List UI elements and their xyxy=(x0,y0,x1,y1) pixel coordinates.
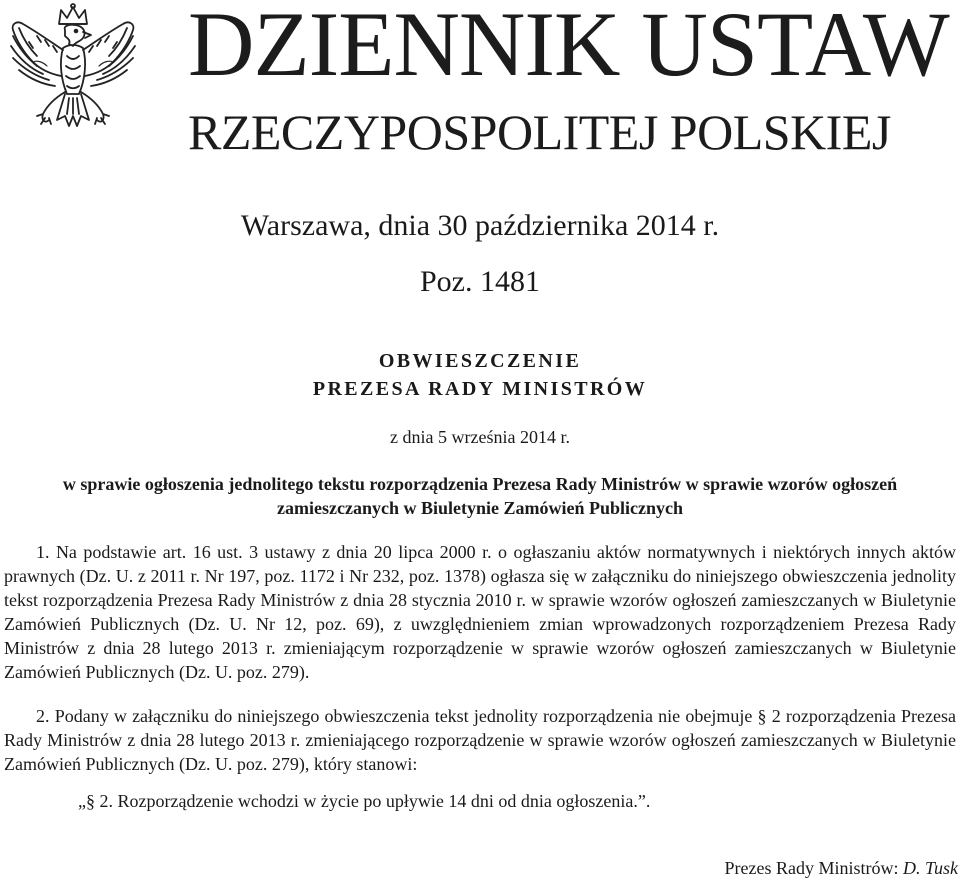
position-number: Poz. 1481 xyxy=(420,265,540,298)
act-issuer-heading: PREZESA RADY MINISTRÓW xyxy=(312,378,648,400)
act-subject: w sprawie ogłoszenia jednolitego tekstu rozporządzenia Prezesa Rady Ministrów w sprawie wzorów ogłoszeń zamieszczanych w Biuletynie Zamówień Publicznych xyxy=(62,474,898,518)
act-type-heading: OBWIESZCZENIE xyxy=(378,350,582,372)
signatory-title: Prezes Rady Ministrów: xyxy=(724,858,903,878)
act-date: z dnia 5 września 2014 r. xyxy=(390,427,570,447)
signature-block xyxy=(725,856,959,880)
polish-eagle-emblem xyxy=(2,2,144,162)
body-paragraph-1: 1. Na podstawie art. 16 ust. 3 ustawy z dnia 20 lipca 2000 r. o ogłaszaniu aktów normatywnych i niektórych innych aktów prawnych (Dz. U. z 2011 r. Nr 197, poz. 1172 i Nr 232, poz. 1378) ogłasza się w załączniku do niniejszego obwieszczenia jednolity tekst rozporządzenia Prezesa Rady Ministrów z dnia 28 stycznia 2010 r. w sprawie wzorów ogłoszeń zamieszczanych w Biuletynie Zamówień Publicznych (Dz. U. Nr 12, poz. 69), z uwzględnieniem zmian wprowadzonych rozporządzeniem Prezesa Rady Ministrów z dnia 28 lutego 2013 r. zmieniającym rozporządzenie w sprawie wzorów ogłoszeń zamieszczanych w Biuletynie Zamówień Publicznych (Dz. U. poz. 279). xyxy=(4,542,956,682)
body-paragraph-2: 2. Podany w załączniku do niniejszego obwieszczenia tekst jednolity rozporządzenia nie obejmuje § 2 rozporządzenia Prezesa Rady Ministrów z dnia 28 lutego 2013 r. zmieniającego rozporządzenie w sprawie wzorów ogłoszeń zamieszczanych w Biuletynie Zamówień Publicznych (Dz. U. poz. 279), który stanowi: xyxy=(4,706,956,774)
gazette-subtitle: RZECZYPOSPOLITEJ POLSKIEJ xyxy=(188,104,891,160)
quoted-provision: „§ 2. Rozporządzenie wchodzi w życie po upływie 14 dni od dnia ogłoszenia.”. xyxy=(78,791,651,811)
publication-date: Warszawa, dnia 30 października 2014 r. xyxy=(240,209,720,242)
signatory-name: D. Tusk xyxy=(902,858,958,878)
gazette-title: DZIENNIK USTAW xyxy=(188,0,949,95)
